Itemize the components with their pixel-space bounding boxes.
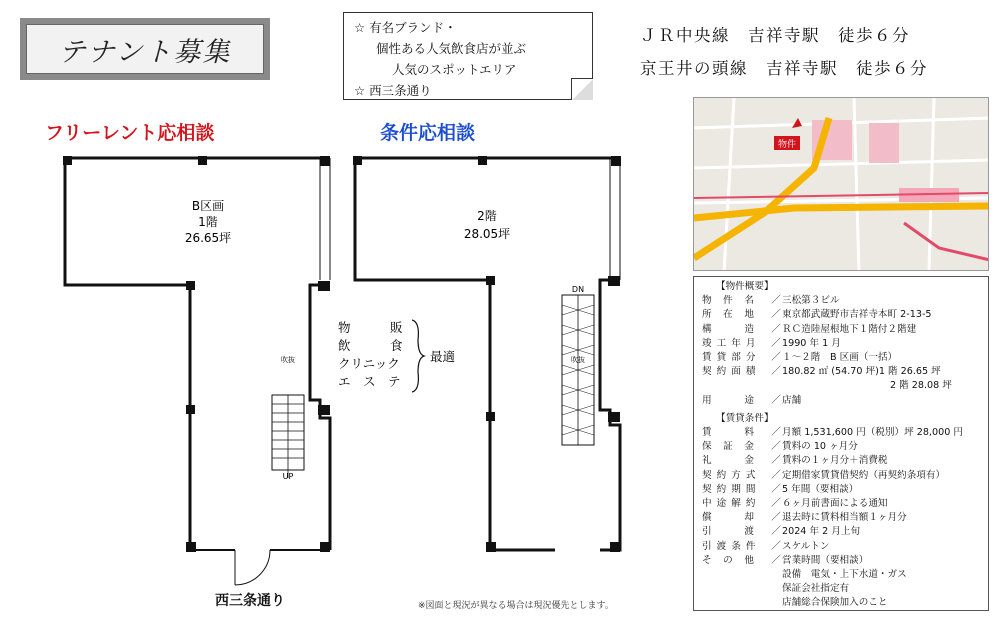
street-label: 西三条通り — [215, 593, 285, 609]
stair-up-label: UP — [282, 472, 294, 481]
terms-row: そ の 他 ／ 営業時間（要相談） — [702, 554, 869, 566]
station-access-1: ＪＲ中央線 吉祥寺駅 徒歩６分 — [640, 26, 910, 45]
void-label-2f: 吹抜 — [571, 356, 585, 364]
brace-icon — [412, 320, 424, 392]
overview-row: 所 在 地 ／ 東京都武蔵野市吉祥寺本町 2-13-5 — [702, 309, 932, 321]
terms-row: 中 途 解 約 ／ ６ヶ月前書面による通知 — [702, 498, 888, 510]
note-line-4: ☆ 西三条通り — [354, 83, 432, 98]
note-line-1: ☆ 有名ブランド・ — [354, 20, 457, 35]
use-c2-0: 販 — [390, 320, 403, 335]
footnote: ※図面と現況が異なる場合は現況優先とします。 — [418, 601, 614, 611]
area-continuation: 2 階 28.08 坪 — [890, 380, 952, 392]
use-c1-0: 物 — [338, 320, 351, 335]
page-title: テナント募集 — [26, 24, 264, 74]
terms-row: 契 約 方 式 ／ 定期借家賃貸借契約（再契約条項有） — [702, 469, 946, 481]
use-c2-1: 食 — [390, 338, 403, 353]
overview-row: 構 造 ／ ＲＣ造陸屋根地下１階付２階建 — [702, 323, 917, 335]
terms-row: 引 渡 ／ 2024 年 2 月上旬 — [702, 526, 861, 538]
columns-1f — [63, 156, 330, 552]
overview-row: 契 約 面 積 ／ 180.82 ㎡ (54.70 坪)1 階 26.65 坪 — [702, 366, 941, 378]
use-c1-2: クリニック — [338, 356, 400, 371]
suitable-uses — [338, 320, 455, 392]
overview-heading: 【物件概要】 — [716, 281, 774, 292]
location-map — [693, 97, 989, 271]
overview-row: 用 途 ／ 店舗 — [702, 394, 802, 406]
note-line-2: 個性ある人気飲食店が並ぶ — [376, 41, 527, 56]
terms-heading: 【賃貸条件】 — [716, 412, 774, 424]
stair-down-label: DN — [571, 285, 585, 294]
property-info-panel — [693, 276, 989, 611]
other-continuation: 店舗総合保険加入のこと — [782, 597, 888, 609]
map-graphic — [694, 98, 989, 271]
floor-label-2f: 2階 — [477, 209, 497, 223]
terms-row: 保 証 金 ／ 賃料の 10 ヶ月分 — [702, 441, 858, 453]
use-c1-1: 飲 — [338, 338, 351, 353]
free-rent-heading: フリーレント応相談 — [45, 122, 215, 144]
station-access-2: 京王井の頭線 吉祥寺駅 徒歩６分 — [640, 59, 928, 78]
terms-row: 賃 料 ／ 月額 1,531,600 円（税別）坪 28,000 円 — [702, 427, 963, 439]
map-building — [869, 123, 899, 163]
floor-label-1f: 1階 — [198, 215, 218, 229]
feature-note — [343, 12, 593, 100]
page-curl-icon — [571, 78, 593, 100]
overview-row: 賃 貸 部 分 ／ １～２階 B 区画（一括） — [702, 352, 898, 364]
conditions-heading: 条件応相談 — [380, 122, 476, 144]
void-label-1f: 吹抜 — [281, 356, 295, 364]
overview-row: 物 件 名 ／ 三松第３ビル — [702, 295, 840, 307]
use-suffix: 最適 — [430, 349, 456, 364]
other-continuation: 設備 電気・上下水道・ガス — [782, 569, 907, 581]
area-size-1f: 26.65坪 — [184, 231, 232, 245]
terms-row: 引 渡 条 件 ／ スケルトン — [702, 540, 830, 552]
floor-plans — [0, 150, 690, 590]
area-size-2f: 28.05坪 — [463, 227, 511, 241]
terms-row: 礼 金 ／ 賃料の１ヶ月分＋消費税 — [702, 455, 888, 467]
overview-row: 竣 工 年 月 ／ 1990 年 1 月 — [702, 337, 841, 349]
title-plaque — [20, 18, 270, 80]
terms-row: 償 却 ／ 退去時に賃料相当額１ヶ月分 — [702, 512, 907, 524]
map-property-label: 物件 — [777, 140, 797, 150]
terms-row: 契 約 期 間 ／ 5 年間（要相談） — [702, 483, 859, 495]
other-continuation: 保証会社指定有 — [782, 583, 850, 595]
note-line-3: 人気のスポットエリア — [392, 62, 517, 77]
use-c1-3: エ ス テ — [338, 374, 401, 389]
area-name-1f: B区画 — [191, 199, 225, 213]
